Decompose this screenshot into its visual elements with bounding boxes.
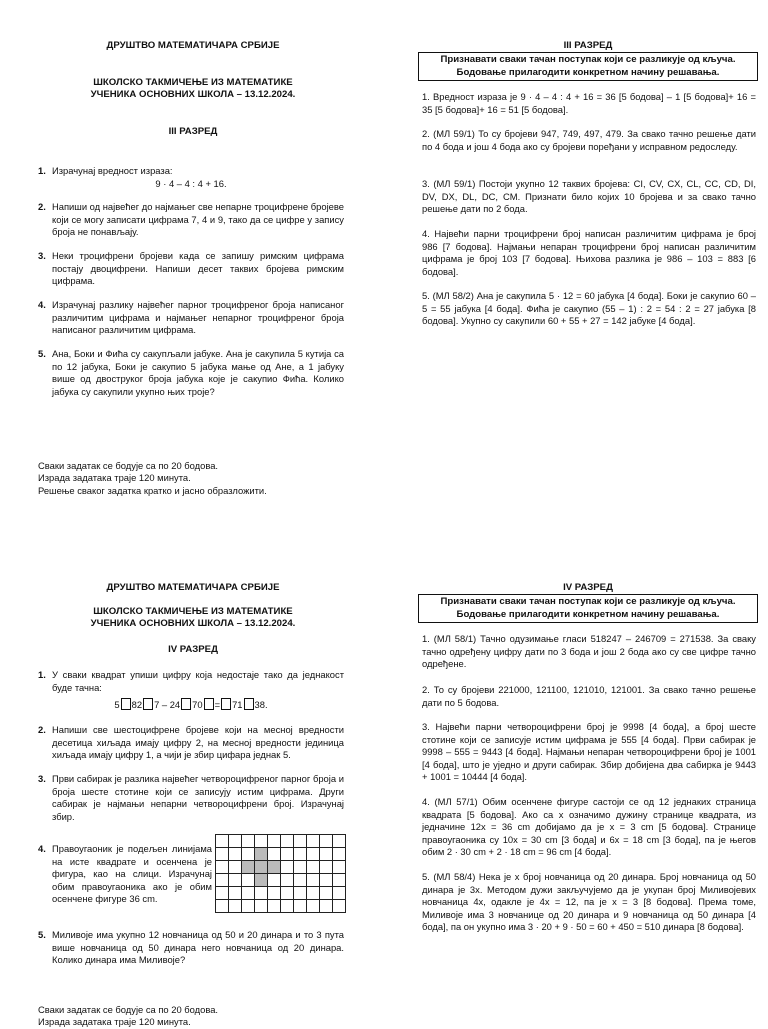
solution-5: 5. (МЛ 58/2) Ана је сакупила 5 · 12 = 60 јабука [4 бода]. Боки је сакупио 60 – 5 = 55 јабука [4 бода]. Фића је сакупио (55 – 1) : 2 = 54 : 2 = 27 јабука [8 бодова]. Укупно су сакупили 60 + 55 + 27 = 142 јабуке [4 бода]. [422, 290, 756, 327]
task-text: Израчунај разлику највећег парног троцифреног броја написаног различитим цифрама и најмањег непарног троцифреног броја написаног различитим цифрама. [52, 299, 344, 336]
solution-4: 4. Највећи парни троцифрени број написан различитим цифрама је број 986 [7 бодова]. Најмањи непаран троцифрени број написан различитим цифрама је број 103 [7 бодова]. Њихова разлика је 986 – 103 = 883 [6 бодова]. [422, 228, 756, 277]
task-4 [38, 299, 344, 337]
grading-notice-box [418, 594, 758, 623]
eq-part: 38. [254, 699, 268, 711]
task-number: 1. [38, 165, 46, 176]
task-number: 4. [38, 843, 46, 854]
competition-subtitle: УЧЕНИКА ОСНОВНИХ ШКОЛА – 13.12.2024. [90, 618, 296, 629]
task-number: 2. [38, 724, 46, 735]
digit-box[interactable] [221, 698, 231, 710]
grade-heading: III РАЗРЕД [168, 126, 218, 137]
society-title: ДРУШТВО МАТЕМАТИЧАРА СРБИЈЕ [106, 40, 280, 51]
task-text: Правоугаоник је подељен линијама на исте квадрате и осенчена је фигура, као на слици. Израчунај обим правоугаоника ако је обим осенчене фигуре 36 cm. [52, 843, 212, 905]
footer-line: Сваки задатак се бодује са по 20 бодова. [38, 460, 219, 471]
instructions-footer [38, 460, 267, 497]
task-5 [38, 348, 344, 398]
task-text: Миливоје има укупно 12 новчаница од 50 и 20 динара и то 3 пута више новчаница од 50 динара него новчаница од 20 динара. Колико динара има Миливоје? [52, 929, 344, 966]
footer-line: Израда задатака траје 120 минута. [38, 472, 191, 484]
solution-1: 1. Вредност израза је 9 · 4 – 4 : 4 + 16 = 36 [5 бодова] – 1 [5 бодова]+ 16 = 35 [5 бодова]+ 16 = 51 [5 бодова]. [422, 91, 756, 115]
task-text: Неки троцифрени бројеви када се запишу римским цифрама постају двоцифрени. Напиши десет таквих бројева римским цифрама. [52, 250, 344, 287]
notice-line: Бодовање прилагодити конкретном начину решавања. [456, 66, 720, 78]
solution-2: 2. (МЛ 59/1) То су бројеви 947, 749, 497, 479. За свако тачно решење дати по 4 бода и још 4 бода ако су бројеви поређани у исправном редоследу. [422, 128, 756, 152]
task-1 [38, 669, 344, 712]
task-5 [38, 929, 344, 967]
task-2 [38, 724, 344, 762]
competition-title: ШКОЛСКО ТАКМИЧЕЊЕ ИЗ МАТЕМАТИКЕ [93, 77, 293, 88]
instructions-footer [38, 1004, 218, 1029]
rectangle-grid-figure [215, 834, 346, 913]
competition-title: ШКОЛСКО ТАКМИЧЕЊЕ ИЗ МАТЕМАТИКЕ [93, 606, 293, 617]
society-title: ДРУШТВО МАТЕМАТИЧАРА СРБИЈЕ [106, 582, 280, 593]
grade-heading: III РАЗРЕД [563, 40, 613, 51]
digit-box[interactable] [143, 698, 153, 710]
eq-part: 7 – 24 [154, 699, 181, 711]
digit-box[interactable] [121, 698, 131, 710]
solution-2: 2. То су бројеви 221000, 121100, 121010, 121001. За свако тачно решење дати по 5 бодова. [422, 684, 756, 708]
notice-line: Бодовање прилагодити конкретном начину решавања. [456, 608, 720, 620]
task-number: 5. [38, 929, 46, 940]
task-text: Напиши све шестоцифрене бројеве који на месној вредности десетица хиљада имају цифру 2, на месној вредности јединица хиљада имају цифру 1, а чији је збир цифара једнак 5. [52, 724, 344, 761]
task-number: 1. [38, 669, 46, 680]
task-2 [38, 201, 344, 239]
task-4 [38, 843, 212, 906]
solution-3: 3. (МЛ 59/1) Постоји укупно 12 таквих бројева: CI, CV, CX, CL, CC, CD, DI, DV, DX, DL, DC, CM. Признати било којих 10 бројева и за свако тачно решење дати по 2 бода. [422, 178, 756, 215]
solution-3: 3. Највећи парни четвороцифрени број је 9998 [4 бода], а број шесте стотине који се записује истим цифрама је 555 [4 бода]. Први сабирак је 9998 – 555 = 9443 [4 бода]. Најмањи непаран четвороцифрени број је 1001 [4 бода], што је уједно и други сабирак. Збир добијена два сабирка је 9443 + 1001 = 10444 [4 бода]. [422, 721, 756, 783]
solution-4: 4. (МЛ 57/1) Обим осенчене фигуре састоји се од 12 једнаких страница квадрата [5 бодова]. Ако са x означимо дужину странице квадрата, из једначине 12x = 36 cm добијамо да је x = 3 cm [5 бодова]. Странице правоугаоника су 10x = 30 cm [3 бода] и 6x = 18 cm [3 бода], па је његов обим 2 · 30 cm + 2 · 18 cm = 96 cm [4 бода]. [422, 796, 756, 858]
footer-line: Израда задатака траје 120 минута. [38, 1016, 191, 1028]
task-number: 3. [38, 250, 46, 261]
grade-heading: IV РАЗРЕД [563, 582, 613, 593]
eq-part: 70 [192, 699, 203, 711]
task-1 [38, 165, 344, 190]
task-text: Израчунај вредност израза: [52, 165, 173, 176]
eq-part: 5 [114, 699, 120, 711]
grading-notice-box [418, 52, 758, 81]
task-expression: 9 · 4 – 4 : 4 + 16. [155, 177, 227, 189]
task-number: 3. [38, 773, 46, 784]
grade-heading: IV РАЗРЕД [168, 644, 218, 655]
notice-line: Признавати сваки тачан поступак који се разликује од кључа. [440, 54, 736, 65]
solution-1: 1. (МЛ 58/1) Тачно одузимање гласи 518247 – 246709 = 271538. За сваку тачно одређену цифру дати по 3 бода и још 2 бода ако су све цифре тачно одређене. [422, 633, 756, 670]
task-text: Напиши од највећег до најмањег све непарне троцифрене бројеве који се могу записати цифрама 7, 4 и 9, тако да се цифре у запису броја не понављају. [52, 201, 344, 238]
task-number: 5. [38, 348, 46, 359]
footer-line: Сваки задатак се бодује са по 20 бодова. [38, 1004, 219, 1015]
solution-5: 5. (МЛ 58/4) Нека је x број новчаница од 20 динара. Број новчаница од 50 динара је 3x. Методом дужи закључујемо да је укупан број Миливојевих новчаница 4x, одакле је 4x = 12, па је x = 3 [8 бодова]. Према томе, Миливоје има 3 новчанице од 20 динара и 9 новчаница од 50 динара [4 бода], па он укупно има 3 · 20 + 9 · 50 = 60 + 450 = 510 динара [8 бодова]. [422, 871, 756, 933]
competition-subtitle: УЧЕНИКА ОСНОВНИХ ШКОЛА – 13.12.2024. [90, 89, 296, 100]
task-text: У сваки квадрат упиши цифру која недостаје тако да једнакост буде тачна: [52, 669, 344, 693]
eq-part: 82 [131, 699, 143, 711]
missing-digit-equation [38, 698, 344, 712]
digit-box[interactable] [204, 698, 214, 710]
eq-part: 71 [232, 699, 243, 711]
task-number: 4. [38, 299, 46, 310]
task-text: Први сабирак је разлика највећег четвороцифреног парног броја и броја шесте стотине који се записују истим цифрама. Други сабирак је најмањи непарни четвороцифрени број. Израчунај збир. [52, 773, 344, 822]
digit-box[interactable] [244, 698, 254, 710]
task-number: 2. [38, 201, 46, 212]
task-text: Ана, Боки и Фића су сакупљали јабуке. Ана је сакупила 5 кутија са по 12 јабука, Боки је сакупио 5 јабука мање од Ане, а 1 јабуку више од двоструког броја јабука које је сакупио Фића. Колико јабука су сакупили укупно њих троје? [52, 348, 344, 397]
footer-line: Решење сваког задатка кратко и јасно образложити. [38, 484, 267, 496]
eq-part: = [214, 699, 221, 711]
task-3 [38, 250, 344, 288]
notice-line: Признавати сваки тачан поступак који се разликује од кључа. [440, 596, 736, 607]
digit-box[interactable] [181, 698, 191, 710]
task-3 [38, 773, 344, 823]
